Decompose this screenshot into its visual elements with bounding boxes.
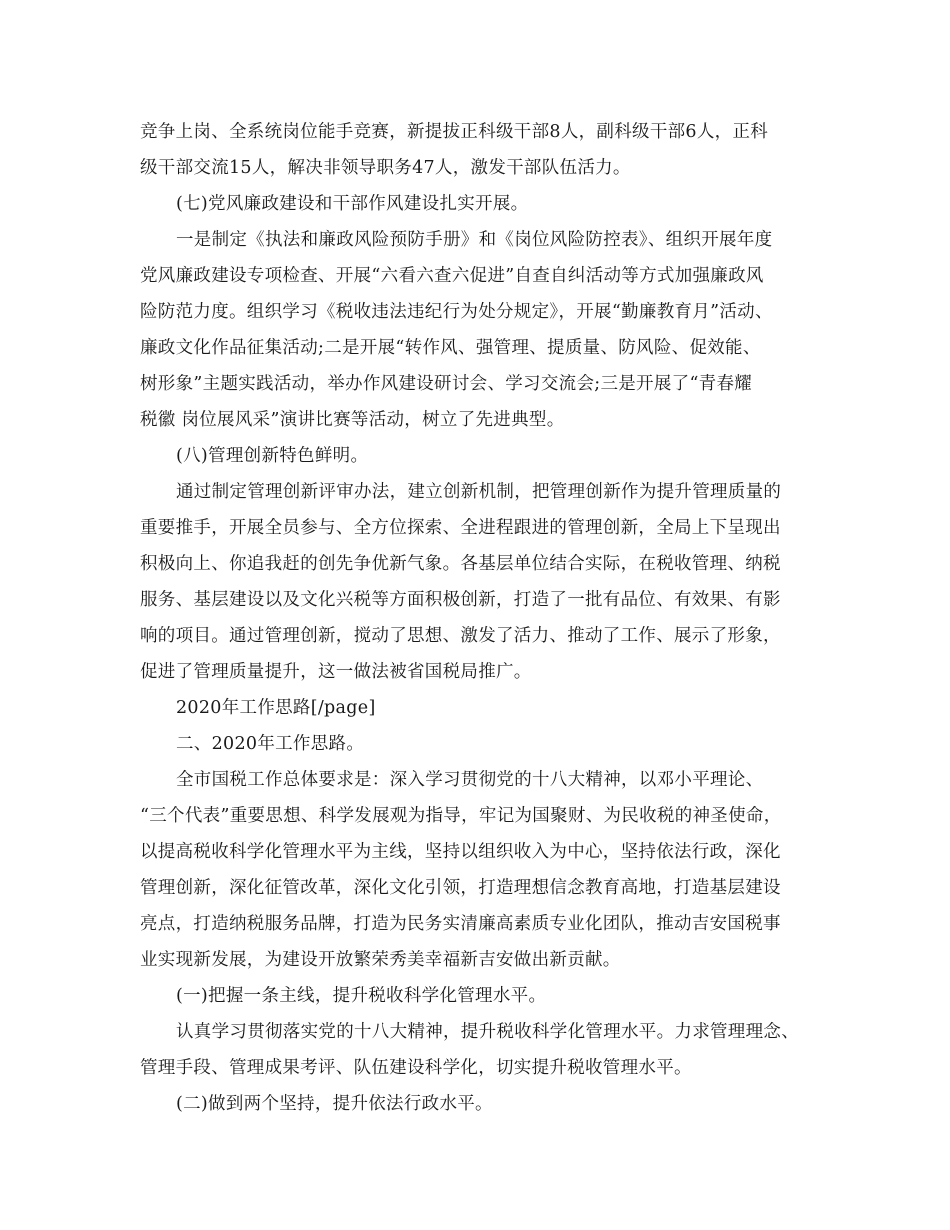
- text-line: “三个代表”重要思想、科学发展观为指导，牢记为国聚财、为民收税的神圣使命，: [140, 806, 782, 826]
- text-line: 党风廉政建设专项检查、开展“六看六查六促进”自查自纠活动等方式加强廉政风: [140, 266, 764, 286]
- text-line: 税徽 岗位展风采”演讲比赛等活动，树立了先进典型。: [140, 410, 565, 430]
- text-line: 认真学习贯彻落实党的十八大精神，提升税收科学化管理水平。力求管理理念、: [176, 1022, 799, 1042]
- text-line: 服务、基层建设以及文化兴税等方面积极创新，打造了一批有品位、有效果、有影: [140, 590, 781, 610]
- text-line: 竞争上岗、全系统岗位能手竞赛，新提拔正科级干部8人，副科级干部6人，正科: [140, 122, 769, 142]
- text-line: 全市国税工作总体要求是：深入学习贯彻党的十八大精神，以邓小平理论、: [176, 770, 764, 790]
- text-line: 管理手段、管理成果考评、队伍建设科学化，切实提升税收管理水平。: [140, 1058, 692, 1078]
- text-line: 响的项目。通过管理创新，搅动了思想、激发了活力、推动了工作、展示了形象，: [140, 626, 781, 646]
- text-line: 积极向上、你追我赶的创先争优新气象。各基层单位结合实际，在税收管理、纳税: [140, 554, 781, 574]
- section-heading: (一)把握一条主线，提升税收科学化管理水平。: [176, 986, 547, 1006]
- text-line: 重要推手，开展全员参与、全方位探索、全进程跟进的管理创新，全局上下呈现出: [140, 518, 781, 538]
- text-line: 廉政文化作品征集活动;二是开展“转作风、强管理、提质量、防风险、促效能、: [140, 338, 761, 358]
- text-line: 亮点，打造纳税服务品牌，打造为民务实清廉高素质专业化团队，推动吉安国税事: [140, 914, 781, 934]
- section-heading: 二、2020年工作思路。: [176, 734, 365, 754]
- text-line: 2020年工作思路[/page]: [176, 698, 376, 718]
- section-heading: (八)管理创新特色鲜明。: [176, 446, 369, 466]
- text-line: 一是制定《执法和廉政风险预防手册》和《岗位风险防控表》、组织开展年度: [176, 230, 773, 250]
- section-heading: (二)做到两个坚持，提升依法行政水平。: [176, 1094, 493, 1114]
- text-line: 险防范力度。组织学习《税收违法违纪行为处分规定》，开展“勤廉教育月”活动、: [140, 302, 773, 322]
- text-line: 通过制定管理创新评审办法，建立创新机制，把管理创新作为提升管理质量的: [176, 482, 782, 502]
- text-line: 级干部交流15人，解决非领导职务47人，激发干部队伍活力。: [140, 158, 631, 178]
- text-line: 促进了管理质量提升，这一做法被省国税局推广。: [140, 662, 532, 682]
- text-line: 业实现新发展，为建设开放繁荣秀美幸福新吉安做出新贡献。: [140, 950, 621, 970]
- section-heading: (七)党风廉政建设和干部作风建设扎实开展。: [176, 194, 529, 214]
- text-line: 树形象”主题实践活动，举办作风建设研讨会、学习交流会;三是开展了“青春耀: [140, 374, 753, 394]
- text-line: 管理创新，深化征管改革，深化文化引领，打造理想信念教育高地，打造基层建设: [140, 878, 781, 898]
- text-line: 以提高税收科学化管理水平为主线，坚持以组织收入为中心，坚持依法行政，深化: [140, 842, 781, 862]
